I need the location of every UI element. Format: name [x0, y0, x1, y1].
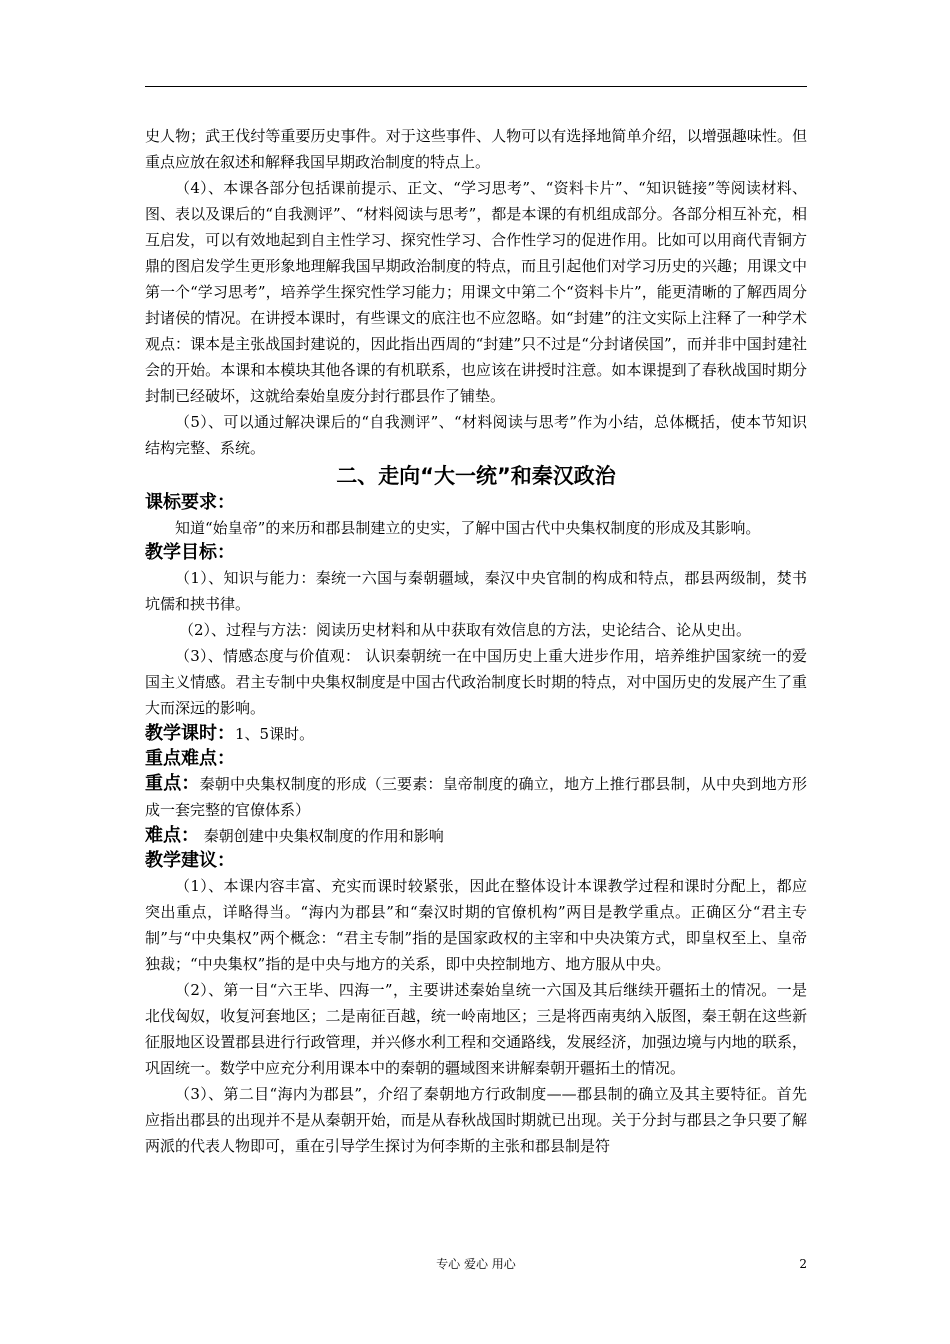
- section-title: 二、走向“大一统”和秦汉政治: [336, 464, 616, 488]
- paragraph-goal-2: （2）、过程与方法：阅读历史材料和从中获取有效信息的方法，史论结合、论从史出。: [179, 621, 752, 639]
- row-difficulty: [145, 823, 807, 849]
- label-focus: 重点：: [145, 773, 200, 794]
- paragraph-standard: 知道“始皇帝”的来历和郡县制建立的史实，了解中国古代中央集权制度的形成及其影响。: [175, 519, 761, 537]
- page-number: 2: [799, 1257, 807, 1271]
- paragraph-continuation: 史人物；武王伐纣等重要历史事件。对于这些事件、人物可以有选择地简单介绍，以增强趣味性。但重点应放在叙述和解释我国早期政治制度的特点上。: [145, 127, 807, 171]
- hours-value: 1、5课时。: [235, 725, 315, 743]
- heading-goals: 教学目标：: [145, 542, 235, 563]
- heading-standard: 课标要求：: [145, 492, 235, 513]
- paragraph-goal-3: （3）、情感态度与价值观： 认识秦朝统一在中国历史上重大进步作用，培养维护国家统一的爱国主义情感。君主专制中央集权制度是中国古代政治制度长时期的特点，对中国历史的发展产生了重大而深远的影响。: [145, 647, 807, 717]
- paragraph-goal-1: （1）、知识与能力：秦统一六国与秦朝疆域，秦汉中央官制的构成和特点，郡县两级制，焚书坑儒和挟书律。: [145, 569, 807, 613]
- focus-text: 秦朝中央集权制度的形成（三要素：皇帝制度的确立，地方上推行郡县制，从中央到地方形成一套完整的官僚体系）: [145, 775, 807, 819]
- row-hours: [145, 721, 807, 747]
- page-body: [145, 123, 807, 1159]
- heading-hours: 教学课时：: [145, 723, 235, 744]
- page-footer: [145, 1254, 807, 1274]
- header-rule: [145, 86, 807, 87]
- paragraph-s3: （3）、第二目“海内为郡县”，介绍了秦朝地方行政制度——郡县制的确立及其主要特征。首先应指出郡县的出现并不是从秦朝开始，而是从春秋战国时期就已出现。关于分封与郡县之争只要了解两派的代表人物即可，重在引导学生探讨为何李斯的主张和郡县制是符: [145, 1085, 807, 1155]
- difficulty-text: 秦朝创建中央集权制度的作用和影响: [199, 827, 444, 845]
- paragraph-suggestion-4: （4）、本课各部分包括课前提示、正文、“学习思考”、“资料卡片”、“知识链接”等阅读材料、图、表以及课后的“自我测评”、“材料阅读与思考”，都是本课的有机组成部分。各部分相互补充，相互启发，可以有效地起到自主性学习、探究性学习、合作性学习的促进作用。比如可以用商代青铜方鼎的图启发学生更形象地理解我国早期政治制度的特点，而且引起他们对学习历史的兴趣；用课文中第一个“学习思考”，培养学生探究性学习能力；用课文中第二个“资料卡片”，能更清晰的了解西周分封诸侯的情况。在讲授本课时，有些课文的底注也不应忽略。如“封建”的注文实际上注释了一种学术观点：课本是主张战国封建说的，因此指出西周的“封建”只不过是“分封诸侯国”，而并非中国封建社会的开始。本课和本模块其他各课的有机联系，也应该在讲授时注意。如本课提到了春秋战国时期分封制已经破坏，这就给秦始皇废分封行郡县作了铺垫。: [145, 179, 807, 405]
- label-difficulty: 难点：: [145, 825, 199, 846]
- heading-suggestions: 教学建议：: [145, 850, 235, 871]
- paragraph-focus: [145, 771, 807, 823]
- footer-motto: 专心 爱心 用心: [436, 1257, 516, 1271]
- paragraph-suggestion-5: （5）、可以通过解决课后的“自我测评”、“材料阅读与思考”作为小结，总体概括，使本节知识结构完整、系统。: [145, 413, 807, 457]
- paragraph-s1: （1）、本课内容丰富、充实而课时较紧张，因此在整体设计本课教学过程和课时分配上，都应突出重点，详略得当。“海内为郡县”和“秦汉时期的官僚机构”两目是教学重点。正确区分“君主专制”与“中央集权”两个概念：“君主专制”指的是国家政权的主宰和中央决策方式，即皇权至上、皇帝独裁；“中央集权”指的是中央与地方的关系，即中央控制地方、地方服从中央。: [145, 877, 807, 973]
- heading-keypoints: 重点难点：: [145, 748, 235, 769]
- paragraph-s2: （2）、第一目“六王毕、四海一”，主要讲述秦始皇统一六国及其后继续开疆拓土的情况。一是北伐匈奴，收复河套地区；二是南征百越，统一岭南地区；三是将西南夷纳入版图，秦王朝在这些新征服地区设置郡县进行行政管理，并兴修水利工程和交通路线，发展经济，加强边境与内地的联系，巩固统一。数学中应充分利用课本中的秦朝的疆域图来讲解秦朝开疆拓土的情况。: [145, 981, 807, 1077]
